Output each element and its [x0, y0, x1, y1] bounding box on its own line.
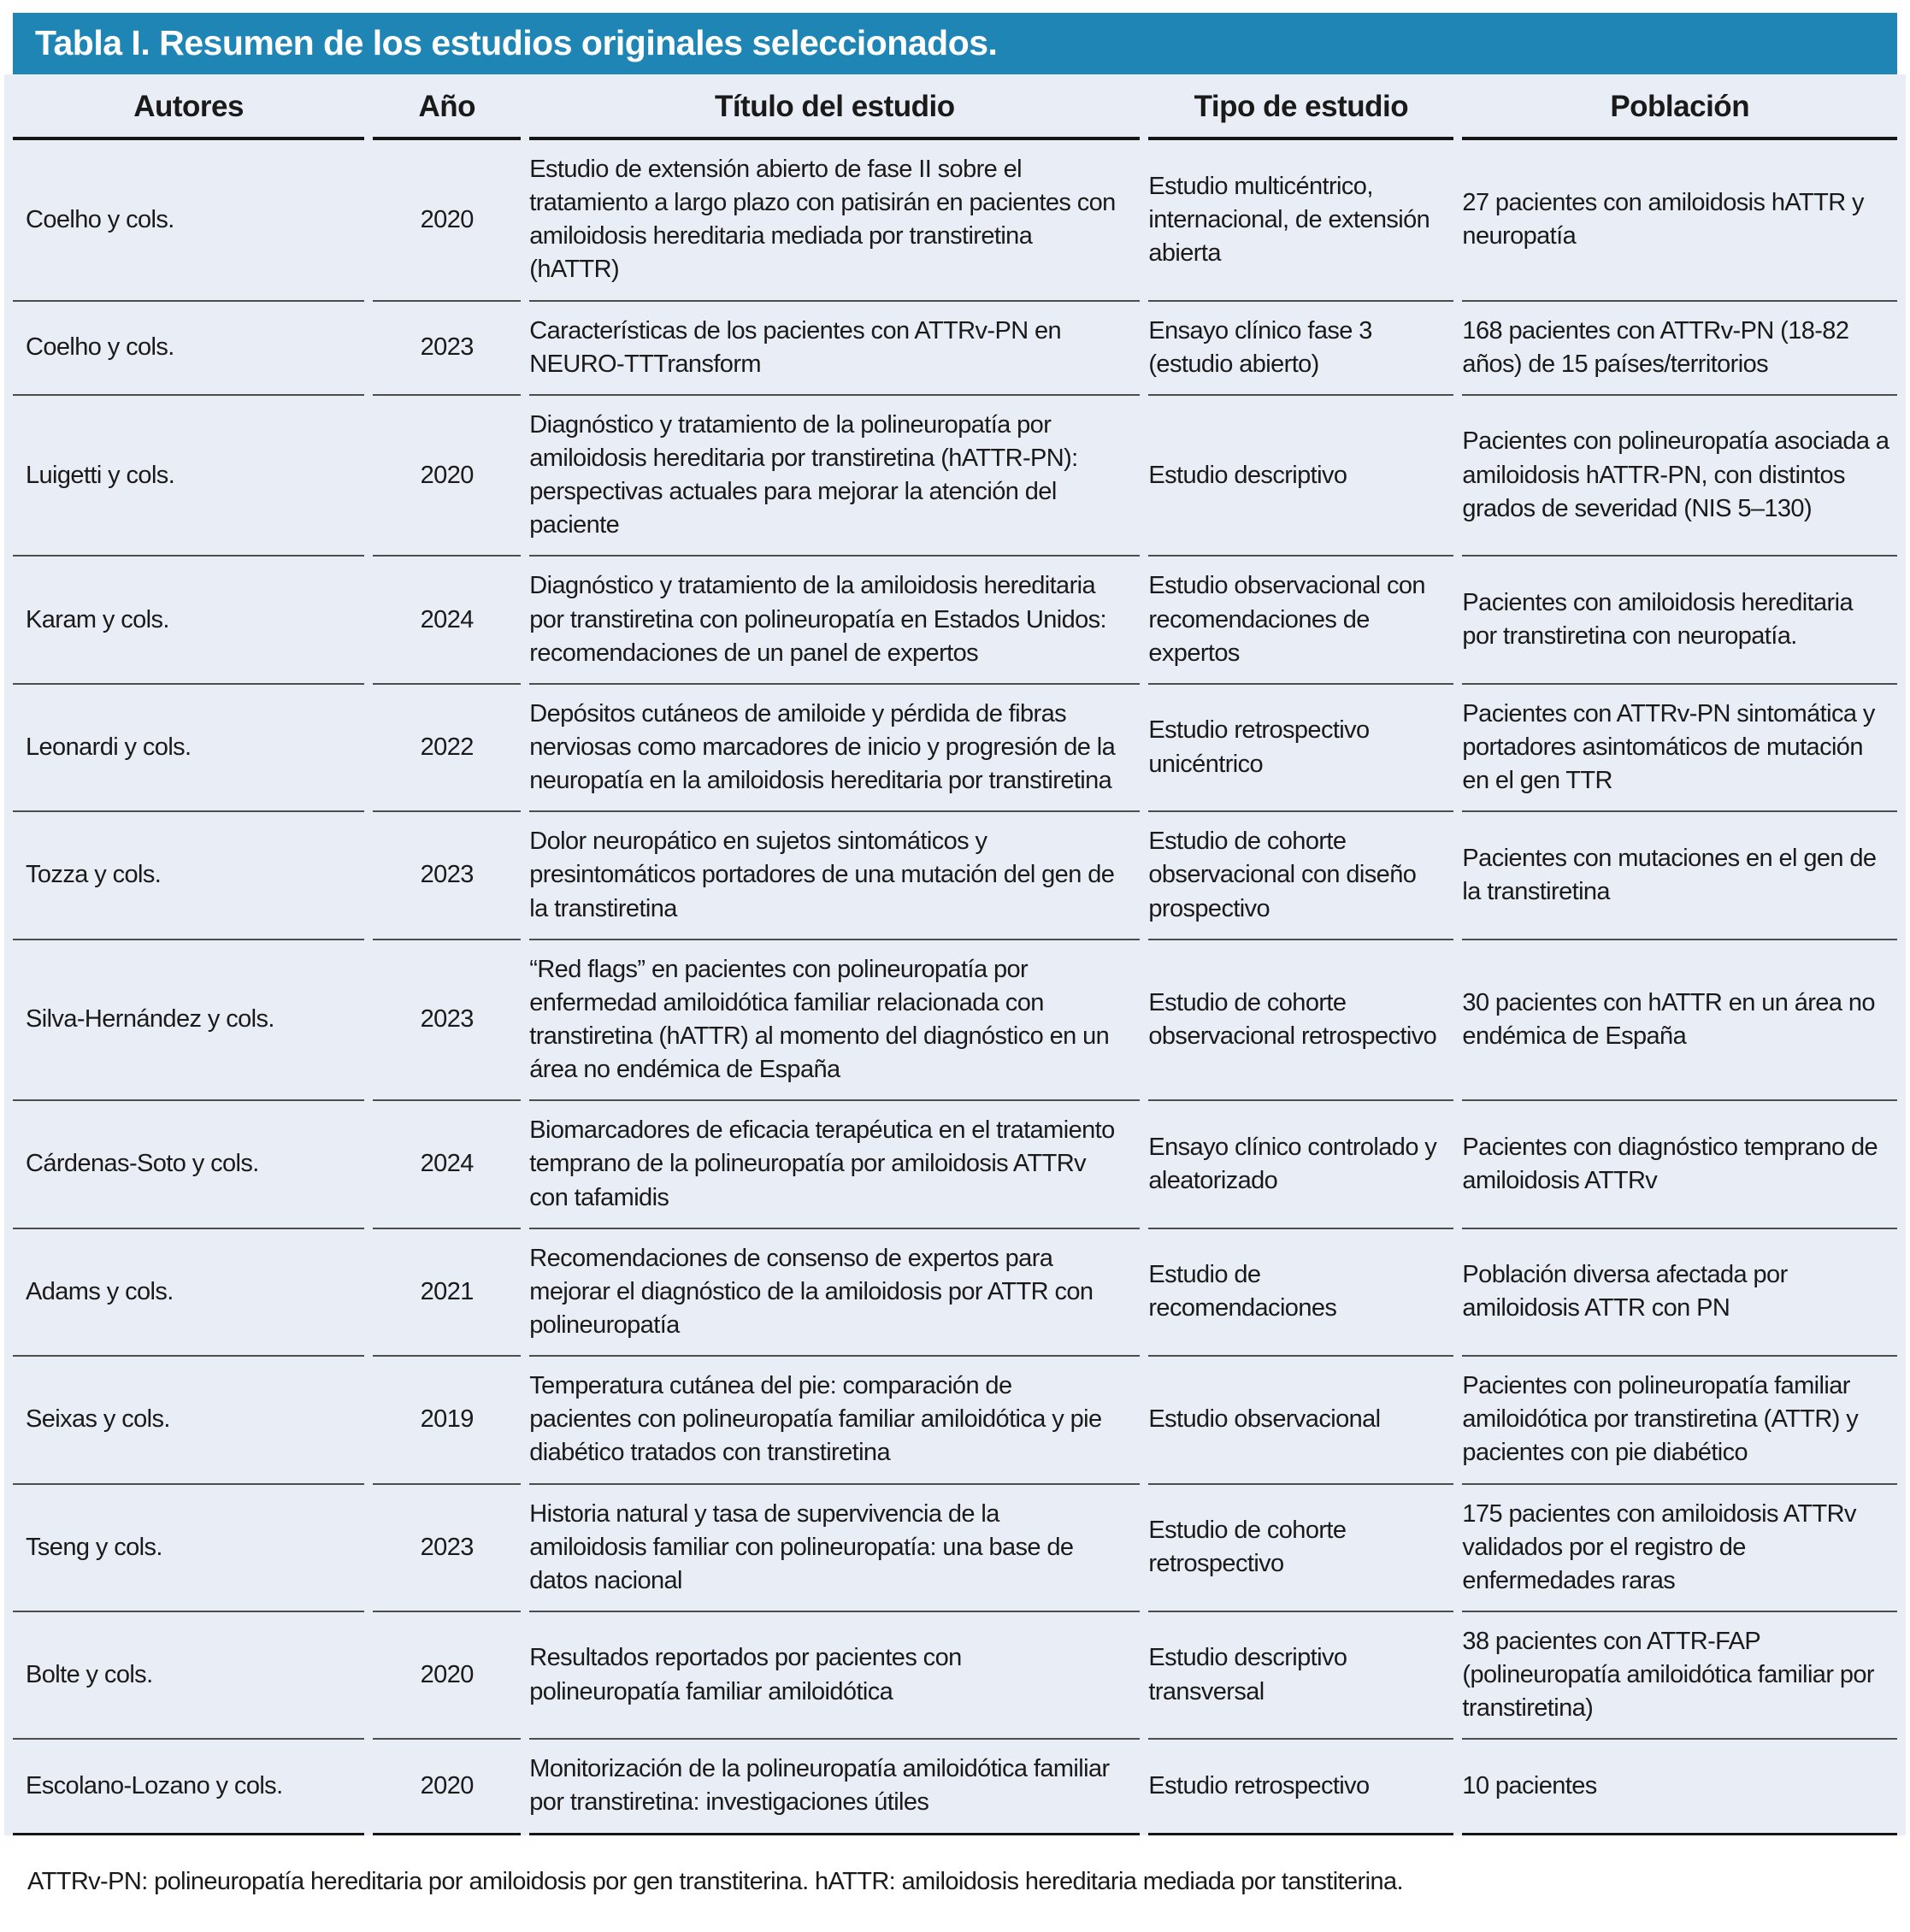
table-row	[13, 140, 1897, 302]
cell-autores: Coelho y cols.	[13, 140, 364, 302]
table-row	[13, 1740, 1897, 1835]
cell-poblacion: 175 pacientes con amiloidosis ATTRv validados por el registro de enfermedades raras	[1462, 1485, 1897, 1612]
cell-tipo: Ensayo clínico controlado y aleatorizado	[1148, 1101, 1453, 1228]
cell-poblacion: Pacientes con diagnóstico temprano de amiloidosis ATTRv	[1462, 1101, 1897, 1228]
cell-poblacion: Pacientes con polineuropatía familiar amiloidótica por transtiretina (ATTR) y pacientes con pie diabético	[1462, 1357, 1897, 1484]
cell-titulo: Diagnóstico y tratamiento de la amiloidosis hereditaria por transtiretina con polineuropatía en Estados Unidos: recomendaciones de un panel de expertos	[529, 557, 1140, 684]
header-row	[13, 74, 1897, 140]
cell-poblacion: Población diversa afectada por amiloidosis ATTR con PN	[1462, 1229, 1897, 1357]
cell-poblacion: 38 pacientes con ATTR-FAP (polineuropatía amiloidótica familiar por transtiretina)	[1462, 1612, 1897, 1740]
cell-anio: 2024	[373, 1101, 521, 1228]
cell-titulo: Monitorización de la polineuropatía amiloidótica familiar por transtiretina: investigaciones útiles	[529, 1740, 1140, 1835]
table-footnote: ATTRv-PN: polineuropatía hereditaria por amiloidosis por gen transtiterina. hATTR: amiloidosis hereditaria mediada por tanstiterina.	[13, 1835, 1897, 1932]
cell-titulo: Temperatura cutánea del pie: comparación de pacientes con polineuropatía familiar amiloidótica y pie diabético tratados con transtiretina	[529, 1357, 1140, 1484]
table-row	[13, 302, 1897, 396]
cell-titulo: Depósitos cutáneos de amiloide y pérdida de fibras nerviosas como marcadores de inicio y progresión de la neuropatía en la amiloidosis hereditaria por transtiretina	[529, 685, 1140, 812]
cell-anio: 2020	[373, 1740, 521, 1835]
cell-titulo: “Red flags” en pacientes con polineuropatía por enfermedad amiloidótica familiar relacionada con transtiretina (hATTR) al momento del diagnóstico en un área no endémica de España	[529, 940, 1140, 1102]
cell-autores: Karam y cols.	[13, 557, 364, 684]
col-header-poblacion: Población	[1462, 74, 1897, 140]
table-row	[13, 685, 1897, 812]
table-row	[13, 812, 1897, 939]
cell-poblacion: 168 pacientes con ATTRv-PN (18-82 años) de 15 países/territorios	[1462, 302, 1897, 396]
table-row	[13, 1229, 1897, 1357]
cell-anio: 2019	[373, 1357, 521, 1484]
table-row	[13, 396, 1897, 557]
cell-autores: Luigetti y cols.	[13, 396, 364, 557]
cell-anio: 2022	[373, 685, 521, 812]
cell-titulo: Estudio de extensión abierto de fase II sobre el tratamiento a largo plazo con patisirán en pacientes con amiloidosis hereditaria mediada por transtiretina (hATTR)	[529, 140, 1140, 302]
cell-tipo: Estudio de cohorte observacional retrospectivo	[1148, 940, 1453, 1102]
cell-autores: Leonardi y cols.	[13, 685, 364, 812]
cell-poblacion: Pacientes con ATTRv-PN sintomática y portadores asintomáticos de mutación en el gen TTR	[1462, 685, 1897, 812]
table-row	[13, 1612, 1897, 1740]
cell-poblacion: 30 pacientes con hATTR en un área no endémica de España	[1462, 940, 1897, 1102]
col-header-anio: Año	[373, 74, 521, 140]
table-title-bar	[13, 13, 1897, 74]
cell-titulo: Resultados reportados por pacientes con polineuropatía familiar amiloidótica	[529, 1612, 1140, 1740]
cell-poblacion: 27 pacientes con amiloidosis hATTR y neuropatía	[1462, 140, 1897, 302]
table-wrap	[4, 74, 1906, 1835]
cell-autores: Adams y cols.	[13, 1229, 364, 1357]
cell-anio: 2023	[373, 812, 521, 939]
cell-titulo: Biomarcadores de eficacia terapéutica en el tratamiento temprano de la polineuropatía por amiloidosis ATTRv con tafamidis	[529, 1101, 1140, 1228]
cell-poblacion: Pacientes con amiloidosis hereditaria por transtiretina con neuropatía.	[1462, 557, 1897, 684]
cell-titulo: Dolor neuropático en sujetos sintomáticos y presintomáticos portadores de una mutación del gen de la transtiretina	[529, 812, 1140, 939]
cell-anio: 2023	[373, 302, 521, 396]
cell-tipo: Estudio de cohorte observacional con diseño prospectivo	[1148, 812, 1453, 939]
table-title: Tabla I. Resumen de los estudios originales seleccionados.	[35, 23, 998, 62]
table-row	[13, 1485, 1897, 1612]
cell-autores: Silva-Hernández y cols.	[13, 940, 364, 1102]
cell-autores: Seixas y cols.	[13, 1357, 364, 1484]
cell-tipo: Estudio multicéntrico, internacional, de extensión abierta	[1148, 140, 1453, 302]
cell-autores: Tozza y cols.	[13, 812, 364, 939]
table-row	[13, 1357, 1897, 1484]
studies-table	[4, 74, 1906, 1835]
cell-poblacion: 10 pacientes	[1462, 1740, 1897, 1835]
cell-tipo: Estudio observacional	[1148, 1357, 1453, 1484]
cell-anio: 2020	[373, 1612, 521, 1740]
cell-autores: Escolano-Lozano y cols.	[13, 1740, 364, 1835]
cell-autores: Coelho y cols.	[13, 302, 364, 396]
cell-tipo: Estudio observacional con recomendaciones de expertos	[1148, 557, 1453, 684]
cell-tipo: Ensayo clínico fase 3 (estudio abierto)	[1148, 302, 1453, 396]
cell-anio: 2020	[373, 140, 521, 302]
cell-titulo: Diagnóstico y tratamiento de la polineuropatía por amiloidosis hereditaria por transtiretina (hATTR-PN): perspectivas actuales para mejorar la atención del paciente	[529, 396, 1140, 557]
cell-poblacion: Pacientes con polineuropatía asociada a amiloidosis hATTR-PN, con distintos grados de severidad (NIS 5–130)	[1462, 396, 1897, 557]
cell-titulo: Características de los pacientes con ATTRv-PN en NEURO-TTTransform	[529, 302, 1140, 396]
table-row	[13, 557, 1897, 684]
cell-titulo: Recomendaciones de consenso de expertos para mejorar el diagnóstico de la amiloidosis por ATTR con polineuropatía	[529, 1229, 1140, 1357]
cell-anio: 2024	[373, 557, 521, 684]
col-header-tipo: Tipo de estudio	[1148, 74, 1453, 140]
cell-tipo: Estudio descriptivo transversal	[1148, 1612, 1453, 1740]
cell-autores: Bolte y cols.	[13, 1612, 364, 1740]
col-header-titulo: Título del estudio	[529, 74, 1140, 140]
cell-tipo: Estudio retrospectivo	[1148, 1740, 1453, 1835]
table-row	[13, 1101, 1897, 1228]
cell-poblacion: Pacientes con mutaciones en el gen de la transtiretina	[1462, 812, 1897, 939]
cell-titulo: Historia natural y tasa de supervivencia de la amiloidosis familiar con polineuropatía: una base de datos nacional	[529, 1485, 1140, 1612]
cell-autores: Cárdenas-Soto y cols.	[13, 1101, 364, 1228]
cell-anio: 2023	[373, 1485, 521, 1612]
cell-autores: Tseng y cols.	[13, 1485, 364, 1612]
col-header-autores: Autores	[13, 74, 364, 140]
table-body	[13, 140, 1897, 1835]
cell-anio: 2020	[373, 396, 521, 557]
cell-tipo: Estudio descriptivo	[1148, 396, 1453, 557]
table-row	[13, 940, 1897, 1102]
cell-anio: 2023	[373, 940, 521, 1102]
cell-tipo: Estudio de cohorte retrospectivo	[1148, 1485, 1453, 1612]
cell-tipo: Estudio retrospectivo unicéntrico	[1148, 685, 1453, 812]
cell-anio: 2021	[373, 1229, 521, 1357]
cell-tipo: Estudio de recomendaciones	[1148, 1229, 1453, 1357]
